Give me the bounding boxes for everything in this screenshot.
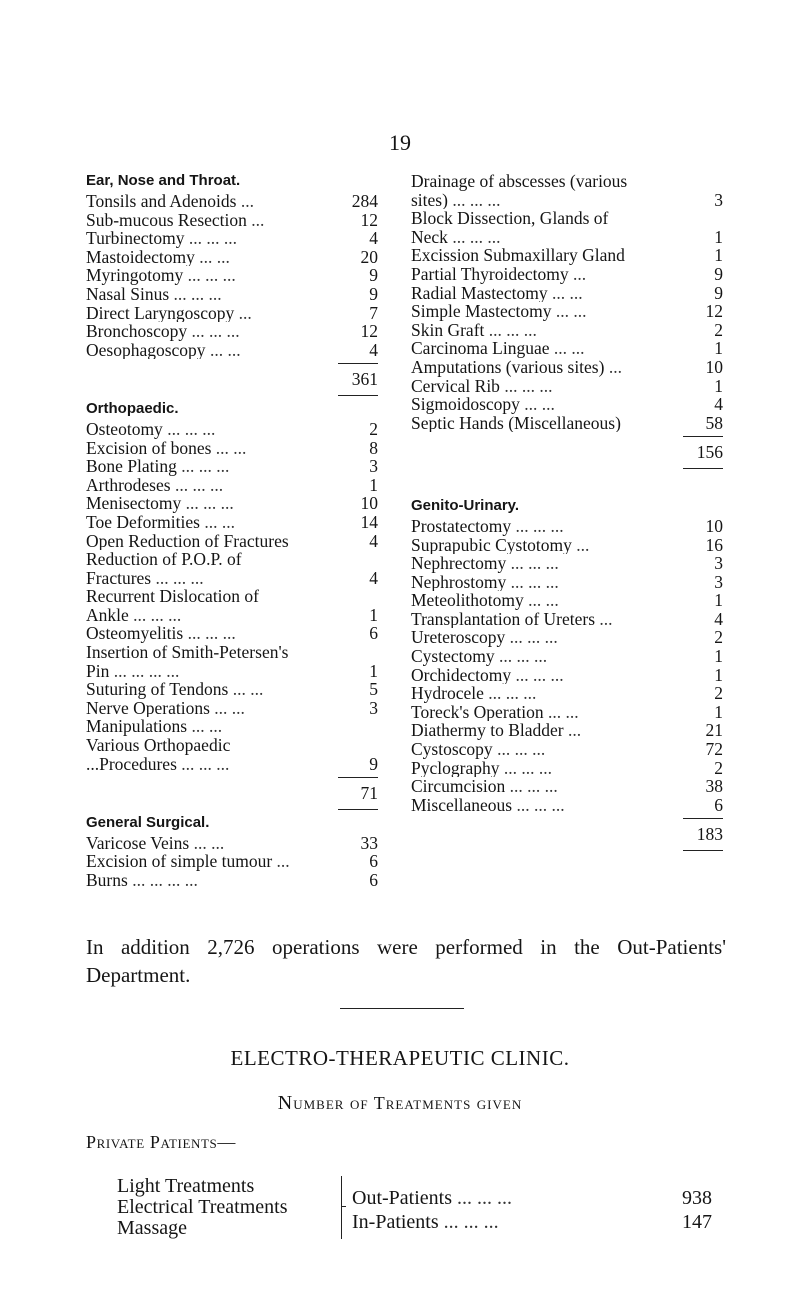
clinic-title: ELECTRO-THERAPEUTIC CLINIC. [230, 1046, 570, 1070]
list-item [86, 248, 378, 267]
list-item [86, 322, 378, 341]
list-item [86, 513, 378, 532]
list-item [411, 536, 723, 555]
list-item [411, 666, 723, 685]
row-value: 4 [714, 394, 723, 415]
row-label: Excision of bones ... ... [86, 438, 247, 458]
row-label: Cystoscopy ... ... ... [411, 740, 546, 759]
row-value: 14 [360, 511, 378, 532]
row-label: Toreck's Operation ... ... [411, 702, 579, 722]
row-value: 12 [360, 321, 378, 342]
brace [334, 1176, 342, 1239]
row-value: 9 [369, 265, 378, 286]
row-label: Arthrodeses ... ... ... [86, 475, 224, 495]
row-label: Osteotomy ... ... ... [86, 419, 216, 439]
row-label: Meteolithotomy ... ... [411, 591, 559, 610]
row-value: 4 [369, 530, 378, 551]
row-label: Carcinoma Linguae ... ... [411, 339, 585, 358]
list-item [411, 647, 723, 666]
row-value: 72 [705, 739, 723, 760]
row-label: Nasal Sinus ... ... ... [86, 284, 222, 304]
row-label: Oesophagoscopy ... ... [86, 340, 241, 360]
row-value: 21 [705, 720, 723, 741]
row-value: 8 [369, 437, 378, 458]
list-item [86, 550, 378, 569]
list-item [411, 246, 723, 265]
list-item [86, 699, 378, 718]
row-label: Suturing of Tendons ... ... [86, 680, 264, 699]
list-item [411, 321, 723, 340]
list-item [411, 228, 723, 247]
section-heading-orthopaedic: Orthopaedic. [86, 399, 179, 417]
list-item [411, 740, 723, 759]
list-item [86, 662, 378, 681]
row-label: Osteomyelitis ... ... ... [86, 624, 236, 644]
outpatient-note: In addition 2,726 operations were performed in the Out-Patients' Department. [86, 935, 726, 987]
row-value: 2 [369, 418, 378, 439]
row-label: In-Patients ... ... ... [352, 1211, 499, 1233]
row-value: 10 [360, 493, 378, 514]
list-item [411, 703, 723, 722]
row-label: Septic Hands (Miscellaneous) [411, 413, 621, 433]
list-item [411, 796, 723, 815]
row-label: Burns ... ... ... ... [86, 871, 198, 890]
row-value: 2 [714, 683, 723, 704]
list-item [411, 414, 723, 433]
list-item [86, 420, 378, 439]
row-label: Bone Plating ... ... ... [86, 457, 230, 476]
row-value: 58 [705, 412, 723, 433]
section-divider [340, 1008, 464, 1009]
row-label: Myringotomy ... ... ... [86, 266, 236, 285]
row-label: Diathermy to Bladder ... [411, 721, 582, 741]
row-value: 9 [369, 283, 378, 304]
row-label: Excision of simple tumour ... [86, 852, 290, 871]
row-value: 4 [369, 567, 378, 588]
row-value: 1 [714, 338, 723, 359]
row-value: 1 [714, 646, 723, 667]
left-column [86, 172, 378, 890]
patient-count-row [352, 1186, 712, 1210]
row-value: 4 [369, 339, 378, 360]
list-item [411, 777, 723, 796]
list-item [86, 532, 378, 551]
list-item [411, 628, 723, 647]
row-label: Drainage of abscesses (various [411, 172, 628, 191]
list-item [86, 643, 378, 662]
row-label: Manipulations ... ... [86, 717, 223, 737]
list-item [86, 211, 378, 230]
list-item [86, 476, 378, 495]
row-value: 9 [714, 263, 723, 284]
row-label: Prostatectomy ... ... ... [411, 516, 564, 536]
row-value: 1 [714, 245, 723, 266]
list-item [86, 569, 378, 588]
row-label: ...Procedures ... ... ... [86, 754, 230, 774]
list-item [411, 721, 723, 740]
row-value: 2 [714, 319, 723, 340]
row-label: sites) ... ... ... [411, 190, 501, 210]
row-label: Sigmoidoscopy ... ... [411, 395, 555, 414]
private-patients-heading: Private Patients— [86, 1132, 236, 1152]
row-value: 9 [369, 753, 378, 774]
row-value: 10 [705, 515, 723, 536]
row-label: Toe Deformities ... ... [86, 512, 235, 532]
row-value: 3 [714, 189, 723, 210]
list-item [411, 573, 723, 592]
list-item [86, 587, 378, 606]
general-surgical-list [86, 834, 378, 890]
list-item [411, 610, 723, 629]
row-label: Out-Patients ... ... ... [352, 1187, 512, 1209]
row-label: Neck ... ... ... [411, 227, 501, 247]
list-item [86, 834, 378, 853]
row-value: 284 [351, 191, 378, 211]
row-value: 10 [705, 356, 723, 377]
list-item [411, 684, 723, 703]
ent-list [86, 192, 378, 359]
general-surgical-continued-list [411, 172, 723, 432]
list-item [411, 339, 723, 358]
row-label: Ankle ... ... ... [86, 605, 182, 625]
row-label: Direct Laryngoscopy ... [86, 303, 252, 323]
row-label: Bronchoscopy ... ... ... [86, 322, 240, 341]
row-label: Block Dissection, Glands of [411, 209, 609, 228]
row-value: 1 [369, 660, 378, 681]
row-value: 5 [369, 679, 378, 700]
row-value: 9 [714, 282, 723, 303]
treatment-type: Light Treatments [117, 1175, 255, 1197]
list-item [411, 395, 723, 414]
row-value: 3 [369, 697, 378, 718]
row-value: 3 [714, 553, 723, 574]
total-ent: 361 [86, 359, 378, 400]
row-label: Turbinectomy ... ... ... [86, 229, 238, 248]
list-item [411, 302, 723, 321]
row-value: 1 [714, 375, 723, 396]
list-item [86, 341, 378, 360]
row-label: Radial Mastectomy ... ... [411, 283, 583, 303]
list-item [86, 871, 378, 890]
section-heading-ent: Ear, Nose and Throat. [86, 172, 241, 189]
list-item [86, 229, 378, 248]
row-value: 1 [714, 664, 723, 685]
list-item [86, 266, 378, 285]
row-label: Transplantation of Ureters ... [411, 609, 613, 629]
list-item [86, 304, 378, 323]
row-label: Fractures ... ... ... [86, 568, 204, 588]
patient-count-row [352, 1210, 712, 1234]
row-label: Nephrectomy ... ... ... [411, 554, 559, 573]
list-item [86, 852, 378, 871]
row-label: Nerve Operations ... ... [86, 698, 245, 718]
list-item [86, 755, 378, 774]
row-label: Recurrent Dislocation of [86, 587, 260, 606]
row-value: 1 [369, 474, 378, 495]
row-label: Skin Graft ... ... ... [411, 320, 537, 340]
row-value: 16 [705, 534, 723, 555]
row-label: Cervical Rib ... ... ... [411, 376, 553, 396]
row-label: Simple Mastectomy ... ... [411, 302, 587, 321]
row-value: 3 [714, 571, 723, 592]
row-value: 6 [369, 870, 378, 890]
list-item [411, 759, 723, 778]
row-label: Orchidectomy ... ... ... [411, 665, 564, 685]
list-item [411, 191, 723, 210]
list-item [86, 606, 378, 625]
list-item [86, 285, 378, 304]
row-label: Reduction of P.O.P. of [86, 550, 242, 569]
row-label: Various Orthopaedic [86, 736, 231, 755]
list-item [86, 494, 378, 513]
list-item [411, 377, 723, 396]
list-item [86, 192, 378, 211]
row-value: 20 [360, 246, 378, 267]
list-item [86, 736, 378, 755]
row-label: Tonsils and Adenoids ... [86, 192, 254, 211]
list-item [86, 624, 378, 643]
row-value: 4 [714, 608, 723, 629]
list-item [411, 265, 723, 284]
row-label: Miscellaneous ... ... ... [411, 795, 565, 815]
row-label: Menisectomy ... ... ... [86, 494, 234, 513]
row-label: Circumcision ... ... ... [411, 777, 558, 796]
section-heading-general-surgical: General Surgical. [86, 813, 210, 831]
list-item [411, 591, 723, 610]
row-label: Sub-mucous Resection ... [86, 210, 265, 230]
row-value: 938 [682, 1187, 712, 1209]
total-general-surgical: 156 [411, 432, 723, 473]
row-value: 1 [714, 701, 723, 722]
list-item [411, 172, 723, 191]
list-item [86, 680, 378, 699]
treatment-type: Massage [117, 1217, 187, 1239]
row-label: Mastoidectomy ... ... [86, 247, 230, 267]
row-value: 1 [369, 604, 378, 625]
list-item [86, 439, 378, 458]
list-item [86, 717, 378, 736]
row-value: 1 [714, 590, 723, 611]
patient-counts [352, 1186, 712, 1234]
row-value: 2 [714, 757, 723, 778]
total-genito-urinary: 183 [411, 814, 723, 855]
row-value: 7 [369, 302, 378, 323]
row-label: Varicose Veins ... ... [86, 833, 225, 853]
list-item [86, 457, 378, 476]
row-label: Cystectomy ... ... ... [411, 647, 548, 666]
row-value: 3 [369, 456, 378, 477]
row-value: 1 [714, 226, 723, 247]
treatments-heading: Number of Treatments given [277, 1092, 523, 1114]
row-value: 147 [682, 1211, 712, 1233]
row-value: 38 [705, 776, 723, 797]
genito-urinary-list [411, 517, 723, 815]
row-value: 12 [360, 209, 378, 230]
right-column [411, 172, 723, 855]
treatment-type: Electrical Treatments [117, 1196, 288, 1218]
page-number: 19 [389, 130, 411, 155]
row-value: 4 [369, 228, 378, 249]
orthopaedic-list [86, 420, 378, 773]
list-item [411, 554, 723, 573]
treatment-types [117, 1176, 288, 1239]
row-label: Pyclography ... ... ... [411, 758, 552, 778]
row-label: Hydrocele ... ... ... [411, 684, 537, 703]
row-value: 6 [369, 623, 378, 644]
row-label: Partial Thyroidectomy ... [411, 264, 587, 284]
list-item [411, 358, 723, 377]
list-item [411, 517, 723, 536]
row-label: Insertion of Smith-Petersen's [86, 643, 289, 662]
section-heading-genito-urinary: Genito-Urinary. [411, 496, 520, 514]
row-value: 2 [714, 627, 723, 648]
total-orthopaedic: 71 [86, 773, 378, 814]
row-label: Excission Submaxillary Gland [411, 246, 625, 265]
row-value: 6 [714, 794, 723, 815]
row-value: 33 [360, 832, 378, 853]
row-label: Suprapubic Cystotomy ... [411, 535, 590, 555]
row-label: Ureteroscopy ... ... ... [411, 628, 558, 648]
row-label: Amputations (various sites) ... [411, 357, 622, 377]
row-label: Nephrostomy ... ... ... [411, 572, 559, 592]
row-value: 12 [705, 301, 723, 322]
list-item [411, 284, 723, 303]
row-label: Open Reduction of Fractures [86, 531, 289, 551]
list-item [411, 209, 723, 228]
row-value: 6 [369, 851, 378, 872]
row-label: Pin ... ... ... ... [86, 661, 180, 681]
